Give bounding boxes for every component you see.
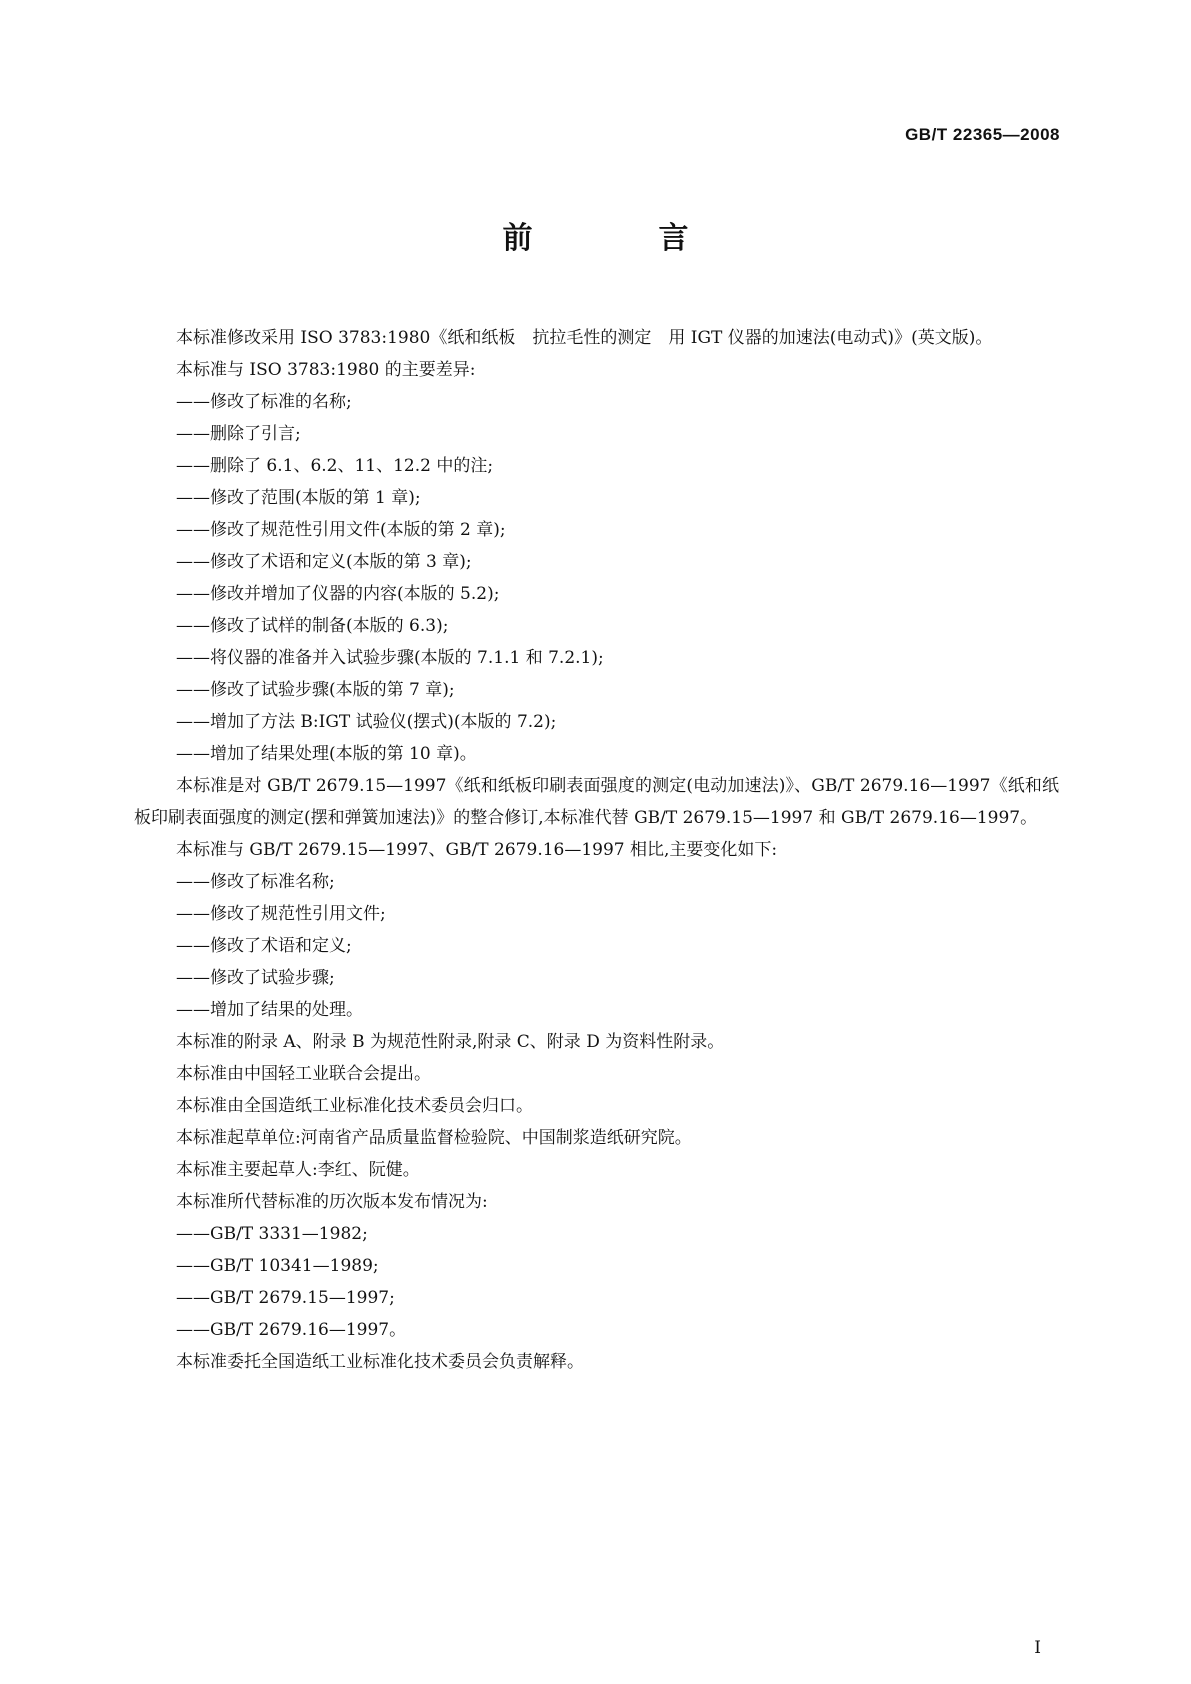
paragraph: 本标准由全国造纸工业标准化技术委员会归口。 <box>176 1096 533 1116</box>
page-title: 前 言 <box>502 221 737 256</box>
paragraph: 本标准的附录 A、附录 B 为规范性附录,附录 C、附录 D 为资料性附录。 <box>176 1032 725 1052</box>
paragraph: 本标准修改采用 ISO 3783:1980《纸和纸板 抗拉毛性的测定 用 IGT 仪器的加速法(电动式)》(英文版)。 <box>176 328 993 348</box>
standard-code: GB/T 22365—2008 <box>905 125 1060 144</box>
paragraph: 本标准委托全国造纸工业标准化技术委员会负责解释。 <box>176 1352 584 1372</box>
list-item: ——GB/T 3331—1982; <box>176 1224 368 1244</box>
paragraph: 本标准与 ISO 3783:1980 的主要差异: <box>176 360 476 380</box>
list-item: ——修改了规范性引用文件(本版的第 2 章); <box>176 520 506 540</box>
paragraph: 本标准与 GB/T 2679.15—1997、GB/T 2679.16—1997 相比,主要变化如下: <box>176 840 778 860</box>
paragraph: 本标准起草单位:河南省产品质量监督检验院、中国制浆造纸研究院。 <box>176 1128 692 1148</box>
list-item: ——修改了试验步骤(本版的第 7 章); <box>176 680 455 700</box>
list-item: ——修改了标准名称; <box>176 872 335 892</box>
document-body <box>134 322 1059 1378</box>
list-item: ——修改了试样的制备(本版的 6.3); <box>176 616 449 636</box>
list-item: ——删除了 6.1、6.2、11、12.2 中的注; <box>176 456 494 476</box>
paragraph: 本标准由中国轻工业联合会提出。 <box>176 1064 431 1084</box>
list-item: ——GB/T 2679.16—1997。 <box>176 1320 407 1340</box>
list-item: ——修改了范围(本版的第 1 章); <box>176 488 421 508</box>
list-item: ——将仪器的准备并入试验步骤(本版的 7.1.1 和 7.2.1); <box>176 648 604 668</box>
paragraph: 本标准主要起草人:李红、阮健。 <box>176 1160 420 1180</box>
list-item: ——GB/T 2679.15—1997; <box>176 1288 395 1308</box>
list-item: ——修改了术语和定义(本版的第 3 章); <box>176 552 472 572</box>
list-item: ——修改了试验步骤; <box>176 968 335 988</box>
list-item: ——增加了结果的处理。 <box>176 1000 363 1020</box>
list-item: ——修改了规范性引用文件; <box>176 904 386 924</box>
paragraph: 本标准所代替标准的历次版本发布情况为: <box>176 1192 488 1212</box>
list-item: ——修改并增加了仪器的内容(本版的 5.2); <box>176 584 500 604</box>
page-number: I <box>1034 1638 1041 1658</box>
list-item: ——增加了结果处理(本版的第 10 章)。 <box>176 744 477 764</box>
list-item: ——删除了引言; <box>176 424 301 444</box>
list-item: ——增加了方法 B:IGT 试验仪(摆式)(本版的 7.2); <box>176 712 557 732</box>
list-item: ——GB/T 10341—1989; <box>176 1256 379 1276</box>
list-item: ——修改了术语和定义; <box>176 936 352 956</box>
list-item: ——修改了标准的名称; <box>176 392 352 412</box>
paragraph: 本标准是对 GB/T 2679.15—1997《纸和纸板印刷表面强度的测定(电动加速法)》、GB/T 2679.16—1997《纸和纸板印刷表面强度的测定(摆和弹簧加速法)》的整合修订,本标准代替 GB/T 2679.15—1997 和 GB/T 2679.16—1997。 <box>134 776 1059 828</box>
